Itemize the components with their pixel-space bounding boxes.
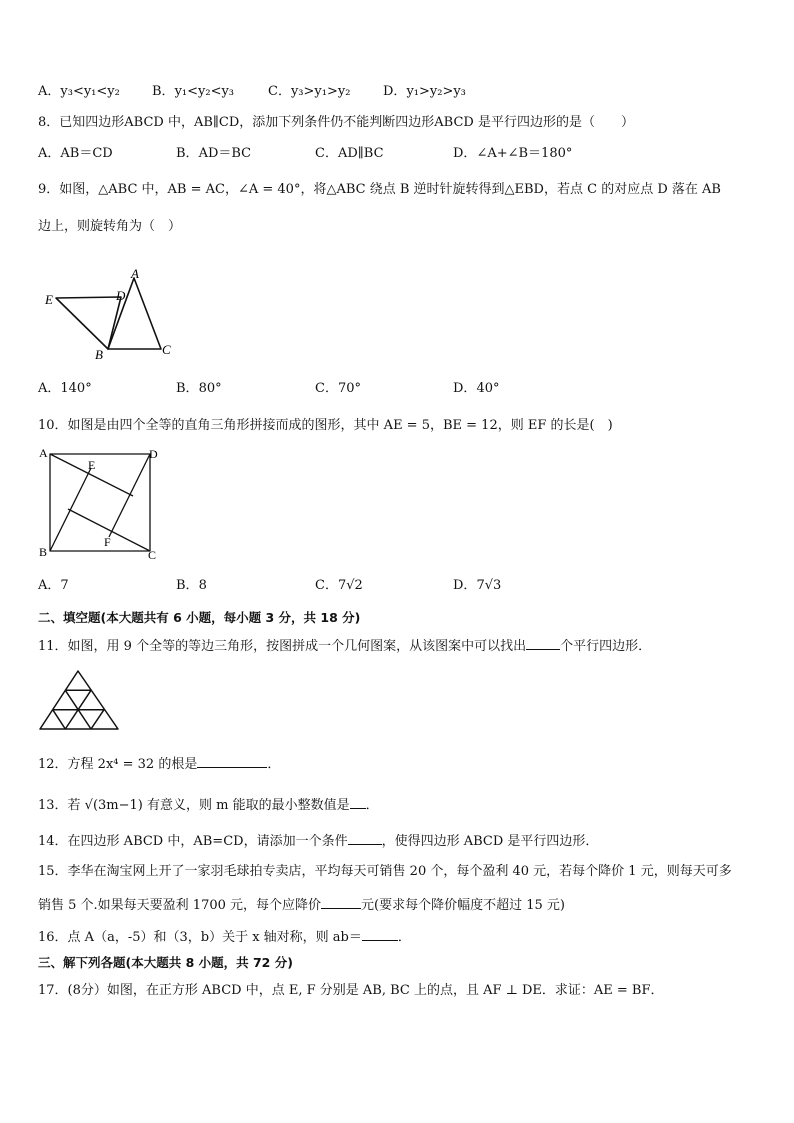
q9-stem-line2: 边上，则旋转角为（ ） [38,219,182,234]
q9-option-c: C．70° [315,381,361,396]
q8-option-d: D．∠A+∠B＝180° [453,146,573,161]
q15-line1: 15．李华在淘宝网上开了一家羽毛球拍专卖店，平均每天可销售 20 个，每个盈利 40 元，若每个降价 1 元，则每天可多 [38,864,732,879]
q10-option-d: D．7√3 [453,578,502,593]
q8-option-a: A．AB＝CD [38,146,113,161]
q15-blank [321,896,361,909]
q17: 17．(8分）如图，在正方形 ABCD 中，点 E, F 分别是 AB, BC 上的点，且 AF ⊥ DE．求证：AE = BF． [38,983,664,998]
q10-label-c: C [148,548,157,562]
q8-option-b: B．AD＝BC [176,146,252,161]
q10-option-b: B．8 [176,578,207,593]
q7-option-a: A．y₃<y₁<y₂ [38,84,120,99]
q10-label-f: F [104,535,111,549]
q9-option-a: A．140° [38,381,92,396]
q13-blank [350,796,366,809]
section-3-heading: 三、解下列各题(本大题共 8 小题，共 72 分) [38,955,293,970]
q12-blank [197,755,267,768]
q10-label-d: D [149,447,158,461]
q10-label-a: A [39,446,48,460]
q14: 14．在四边形 ABCD 中，AB=CD，请添加一个条件 ，使得四边形 ABCD 是平行四边形． [38,834,599,849]
q16: 16．点 A（a，-5）和（3，b）关于 x 轴对称，则 ab＝ ． [38,930,411,945]
q7-option-b: B．y₁<y₂<y₃ [152,84,235,99]
section-2-heading: 二、填空题(本大题共有 6 小题，每小题 3 分，共 18 分) [38,610,361,625]
q11-big-triangle [40,671,118,729]
q9-label-c: C [162,342,171,357]
q10-stem: 10．如图是由四个全等的直角三角形拼接而成的图形，其中 AE = 5，BE = 12，则 EF 的长是( ) [38,418,613,433]
q9-label-e: E [45,292,53,307]
q14-blank [348,832,382,845]
q9-stem-line1: 9．如图，△ABC 中，AB = AC，∠A = 40°，将△ABC 绕点 B 逆时针旋转得到△EBD，若点 C 的对应点 D 落在 AB [38,182,721,197]
q9-option-b: B．80° [176,381,222,396]
q9-label-d: D [116,288,126,303]
q15-line2: 销售 5 个.如果每天要盈利 1700 元，每个应降价 元(要求每个降价幅度不超过 15 元) [38,898,565,913]
q10-option-c: C．7√2 [315,578,363,593]
q12: 12．方程 2x⁴ = 32 的根是 ． [38,757,281,772]
q13: 13．若 √(3m−1) 有意义，则 m 能取的最小整数值是 ． [38,798,379,813]
q9-label-a: A [131,268,139,281]
q10-option-a: A．7 [38,578,69,593]
q7-option-c: C．y₃>y₁>y₂ [268,84,351,99]
q10-label-e: E [88,458,96,472]
q7-option-d: D．y₁>y₂>y₃ [383,84,466,99]
q16-blank [362,928,398,941]
q11: 11．如图，用 9 个全等的等边三角形，按图拼成一个几何图案，从该图案中可以找出 个平行四边形． [38,639,652,654]
q10-square [50,454,150,551]
q8-stem: 8．已知四边形ABCD 中，AB∥CD，添加下列条件仍不能判断四边形ABCD 是平行四边形的是（ ） [38,115,634,130]
q9-option-d: D．40° [453,381,500,396]
q9-label-b: B [95,347,103,360]
q11-blank [526,637,560,650]
q11-figure [36,668,126,732]
q10-figure [36,446,166,564]
q8-option-c: C．AD∥BC [315,146,384,161]
q10-label-b: B [39,545,48,559]
q9-figure [40,268,180,360]
